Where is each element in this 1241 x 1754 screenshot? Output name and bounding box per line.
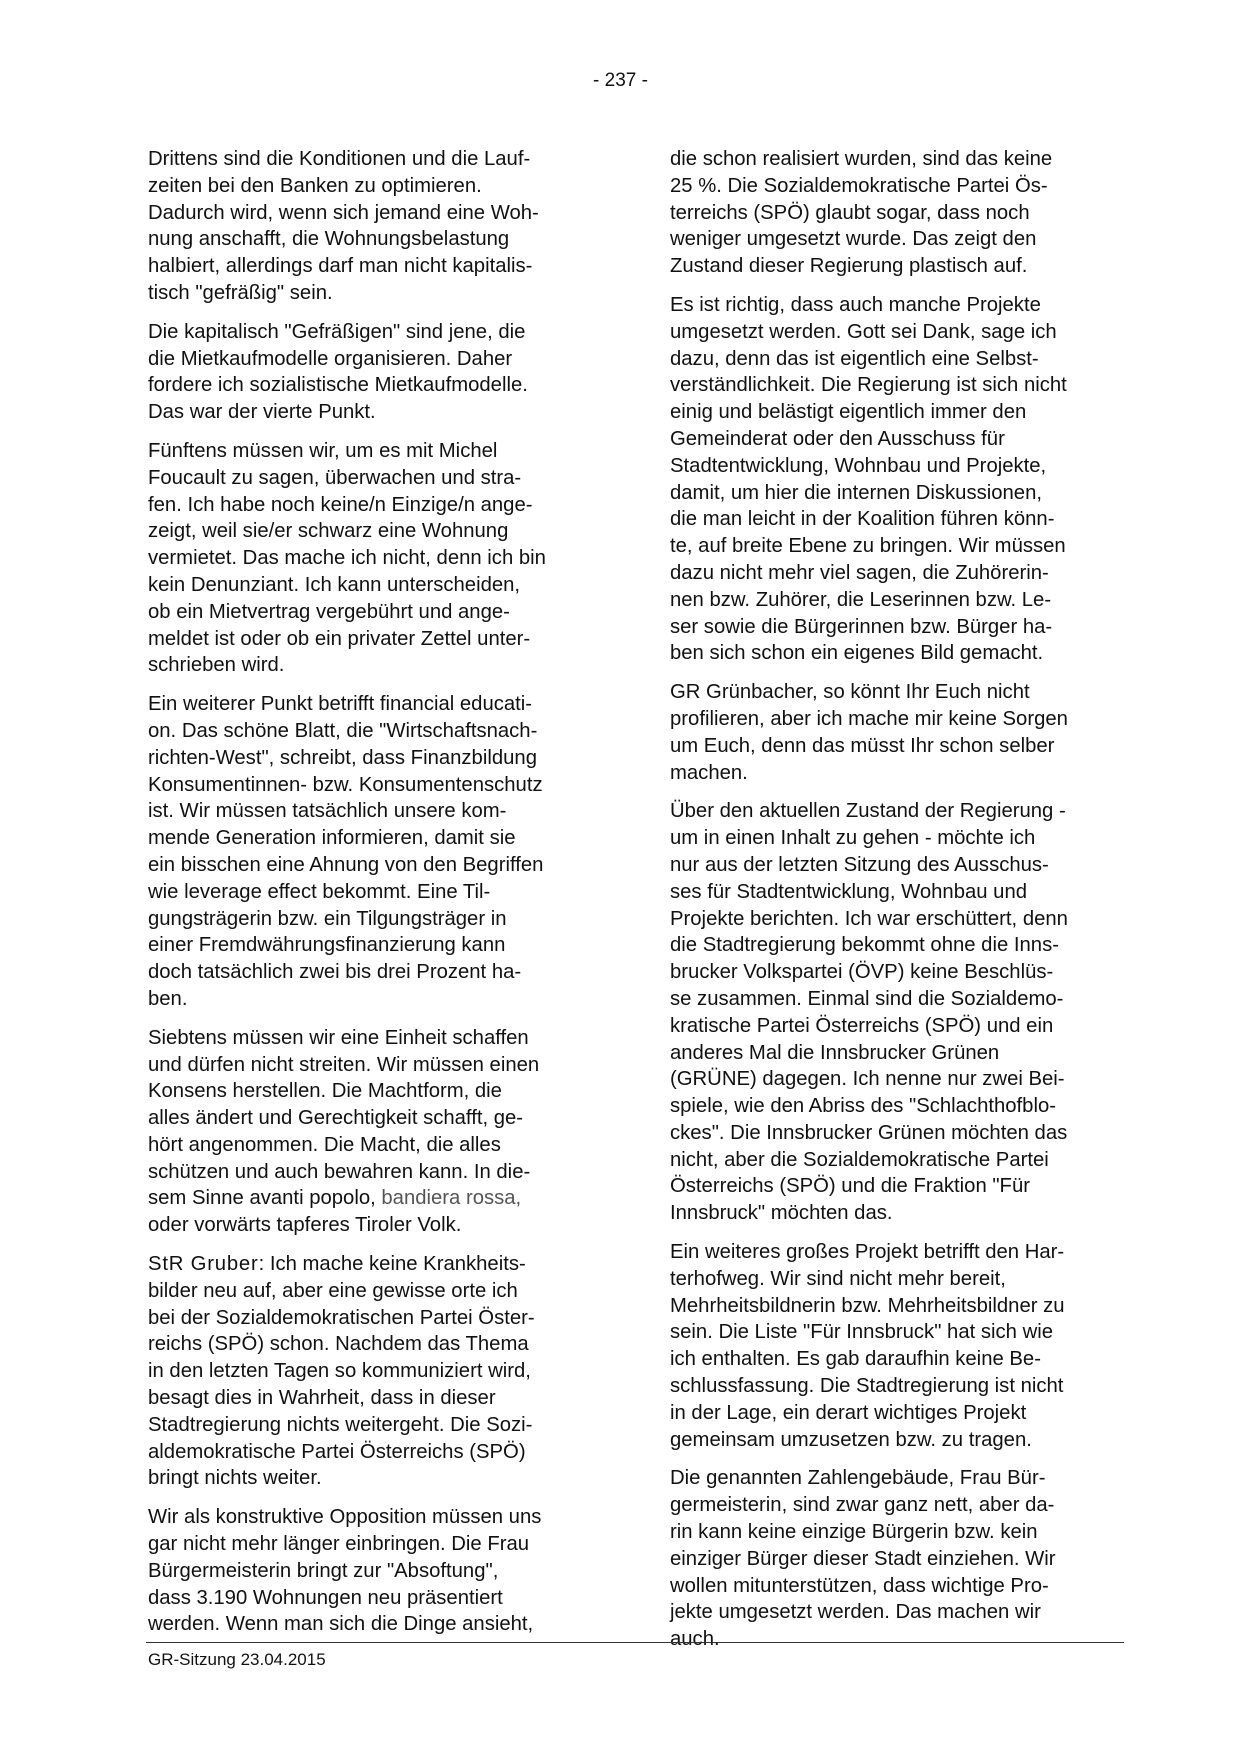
text-line: zeiten bei den Banken zu optimieren. [148,174,482,197]
text-line: einer Fremdwährungsfinanzierung kann [148,934,506,957]
text-line: auch. [670,1628,720,1651]
paragraph [148,1504,600,1638]
text-line: damit, um hier die internen Diskussionen, [670,481,1043,504]
text-line: se zusammen. Einmal sind die Sozialdemo- [670,987,1064,1010]
text-line: meldet ist oder ob ein privater Zettel unter- [148,627,531,650]
text-line: bringt nichts weiter. [148,1467,322,1490]
text-line: ich enthalten. Es gab daraufhin keine Be- [670,1348,1041,1371]
text-line: vermietet. Das mache ich nicht, denn ich bin [148,547,546,570]
text-line: ob ein Mietvertrag vergebührt und ange- [148,600,510,623]
text-line: oder vorwärts tapferes Tiroler Volk. [148,1214,462,1237]
text-line: ein bisschen eine Ahnung von den Begriffen [148,853,544,876]
text-line: hört angenommen. Die Macht, die alles [148,1133,501,1156]
text-line: alles ändert und Gerechtigkeit schafft, ge- [148,1107,524,1130]
text-line: aldemokratische Partei Österreichs (SPÖ) [148,1440,526,1463]
text-line: Projekte berichten. Ich war erschüttert, denn [670,907,1068,930]
text-line: ser sowie die Bürgerinnen bzw. Bürger ha- [670,615,1053,638]
text-line: Ein weiterer Punkt betrifft financial educati- [148,693,533,716]
text-line: Stadtentwicklung, Wohnbau und Projekte, [670,454,1047,477]
text-line: gar nicht mehr länger einbringen. Die Frau [148,1533,530,1556]
text-line: terhofweg. Wir sind nicht mehr bereit, [670,1267,1006,1290]
text-line: ben sich schon ein eigenes Bild gemacht. [670,642,1044,665]
text-line: reichs (SPÖ) schon. Nachdem das Thema [148,1333,529,1356]
text-line: Die genannten Zahlengebäude, Frau Bür- [670,1467,1046,1490]
paragraph [148,691,600,1013]
text-line: und dürfen nicht streiten. Wir müssen einen [148,1053,540,1076]
text-segment: : Ich mache keine Krankheits- [258,1253,526,1276]
text-line: doch tatsächlich zwei bis drei Prozent ha- [148,961,522,984]
text-segment: sem Sinne avanti popolo, [148,1187,376,1210]
paragraph [148,146,600,307]
text-line: ben. [148,987,188,1010]
text-line: Das war der vierte Punkt. [148,401,376,424]
text-line: einig und belästigt eigentlich immer den [670,401,1027,424]
grey-text-segment: bandiera rossa, [375,1187,522,1210]
text-line: gungsträgerin bzw. ein Tilgungsträger in [148,907,507,930]
text-line: Fünftens müssen wir, um es mit Michel [148,439,498,462]
left-column [148,146,600,1650]
text-line: um in einen Inhalt zu gehen - möchte ich [670,827,1036,850]
text-line: die man leicht in der Koalition führen könn- [670,508,1055,531]
text-line: fordere ich sozialistische Mietkaufmodelle. [148,374,528,397]
text-line: ckes". Die Innsbrucker Grünen möchten das [670,1121,1068,1144]
text-line: wollen mitunterstützen, dass wichtige Pro- [670,1574,1049,1597]
text-line: gemeinsam umzusetzen bzw. zu tragen. [670,1428,1032,1451]
right-column [670,146,1122,1665]
text-line: die Mietkaufmodelle organisieren. Daher [148,347,513,370]
text-line: on. Das schöne Blatt, die "Wirtschaftsnach- [148,719,538,742]
text-line: besagt dies in Wahrheit, dass in dieser [148,1387,496,1410]
text-line: Wir als konstruktive Opposition müssen uns [148,1506,542,1529]
text-line: brucker Volkspartei (ÖVP) keine Beschlüs- [670,961,1054,984]
text-line: dazu, denn das ist eigentlich eine Selbst- [670,347,1039,370]
text-line: Gemeinderat oder den Ausschuss für [670,427,1005,450]
text-line: wie leverage effect bekommt. Eine Til- [148,880,491,903]
text-line: Drittens sind die Konditionen und die Lauf- [148,148,531,170]
text-line: spiele, wie den Abriss des "Schlachthofblo- [670,1095,1056,1118]
text-line: anderes Mal die Innsbrucker Grünen [670,1041,1000,1064]
text-line: tisch "gefräßig" sein. [148,281,333,304]
text-line: 25 %. Die Sozialdemokratische Partei Ös- [670,174,1048,197]
text-line: halbiert, allerdings darf man nicht kapitalis- [148,255,533,278]
text-line: Ein weiteres großes Projekt betrifft den Har- [670,1241,1065,1264]
text-line: kratische Partei Österreichs (SPÖ) und ein [670,1014,1054,1037]
text-line: Konsumentinnen- bzw. Konsumentenschutz [148,773,543,796]
text-line: Es ist richtig, dass auch manche Projekte [670,293,1041,316]
text-line: richten-West", schreibt, dass Finanzbildung [148,746,537,769]
text-line: sein. Die Liste "Für Innsbruck" hat sich wie [670,1321,1053,1344]
text-line: um Euch, denn das müsst Ihr schon selber [670,734,1055,757]
text-line: fen. Ich habe noch keine/n Einzige/n ange- [148,493,533,516]
paragraph [148,1251,600,1492]
text-line: die schon realisiert wurden, sind das keine [670,148,1053,170]
text-line: dazu nicht mehr viel sagen, die Zuhörerin- [670,561,1049,584]
text-line: rin kann keine einzige Bürgerin bzw. kein [670,1521,1038,1544]
text-line: weniger umgesetzt wurde. Das zeigt den [670,228,1037,251]
paragraph [148,1025,600,1239]
text-line: Stadtregierung nichts weitergeht. Die Sozi- [148,1413,533,1436]
text-line: ses für Stadtentwicklung, Wohnbau und [670,880,1028,903]
text-line: nicht, aber die Sozialdemokratische Partei [670,1148,1049,1171]
text-line: profilieren, aber ich mache mir keine Sorgen [670,707,1068,730]
text-line: nung anschafft, die Wohnungsbelastung [148,228,510,251]
text-line [148,1251,600,1278]
text-line: Mehrheitsbildnerin bzw. Mehrheitsbildner zu [670,1294,1065,1317]
paragraph [670,292,1122,667]
paragraph [670,1239,1122,1453]
text-line: terreichs (SPÖ) glaubt sogar, dass noch [670,201,1030,224]
text-line: kein Denunziant. Ich kann unterscheiden, [148,573,521,596]
text-line: bei der Sozialdemokratischen Partei Öster- [148,1306,535,1329]
text-line: schützen und auch bewahren kann. In die- [148,1160,531,1183]
text-line: schrieben wird. [148,654,285,677]
text-line: nur aus der letzten Sitzung des Ausschus- [670,853,1049,876]
text-line: Österreichs (SPÖ) und die Fraktion "Für [670,1175,1030,1198]
text-line: schlussfassung. Die Stadtregierung ist nicht [670,1375,1064,1398]
text-line: machen. [670,761,748,784]
text-line: zeigt, weil sie/er schwarz eine Wohnung [148,520,509,543]
text-line: jekte umgesetzt werden. Das machen wir [670,1601,1041,1624]
page-number: - 237 - [593,70,648,91]
text-line: te, auf breite Ebene zu bringen. Wir müssen [670,535,1066,558]
text-line: germeisterin, sind zwar ganz nett, aber da- [670,1494,1055,1517]
text-line: Konsens herstellen. Die Machtform, die [148,1080,502,1103]
text-line: (GRÜNE) dagegen. Ich nenne nur zwei Bei- [670,1068,1065,1091]
text-line: mende Generation informieren, damit sie [148,827,516,850]
text-line: verständlichkeit. Die Regierung ist sich nicht [670,374,1067,397]
footer-divider [146,1642,1124,1643]
paragraph [670,798,1122,1227]
text-line: bilder neu auf, aber eine gewisse orte ich [148,1279,518,1302]
text-line: GR Grünbacher, so könnt Ihr Euch nicht [670,681,1030,704]
text-line: dass 3.190 Wohnungen neu präsentiert [148,1586,503,1609]
text-line: einziger Bürger dieser Stadt einziehen. Wir [670,1547,1056,1570]
paragraph [148,319,600,426]
text-line: Foucault zu sagen, überwachen und stra- [148,466,522,489]
text-line: Zustand dieser Regierung plastisch auf. [670,255,1028,278]
paragraph [670,679,1122,786]
footer-session-date: GR-Sitzung 23.04.2015 [148,1650,326,1669]
paragraph [148,438,600,679]
text-line: Siebtens müssen wir eine Einheit schaffen [148,1026,529,1049]
paragraph [670,1465,1122,1653]
text-line [148,1185,600,1212]
text-line: umgesetzt werden. Gott sei Dank, sage ich [670,320,1057,343]
text-line: Die kapitalisch "Gefräßigen" sind jene, die [148,320,526,343]
text-line: in der Lage, ein derart wichtiges Projekt [670,1401,1027,1424]
text-line: Innsbruck" möchten das. [670,1202,893,1225]
text-line: ist. Wir müssen tatsächlich unsere kom- [148,800,507,823]
text-line: Bürgermeisterin bringt zur "Absoftung", [148,1559,499,1582]
paragraph [670,146,1122,280]
text-line: werden. Wenn man sich die Dinge ansieht, [148,1613,534,1636]
text-line: nen bzw. Zuhörer, die Leserinnen bzw. Le- [670,588,1052,611]
text-line: Über den aktuellen Zustand der Regierung - [670,800,1066,823]
text-line: in den letzten Tagen so kommuniziert wird, [148,1360,531,1383]
text-line: die Stadtregierung bekommt ohne die Inns- [670,934,1059,957]
text-line: Dadurch wird, wenn sich jemand eine Woh- [148,201,539,224]
speaker-name: StR Gruber [148,1253,259,1276]
